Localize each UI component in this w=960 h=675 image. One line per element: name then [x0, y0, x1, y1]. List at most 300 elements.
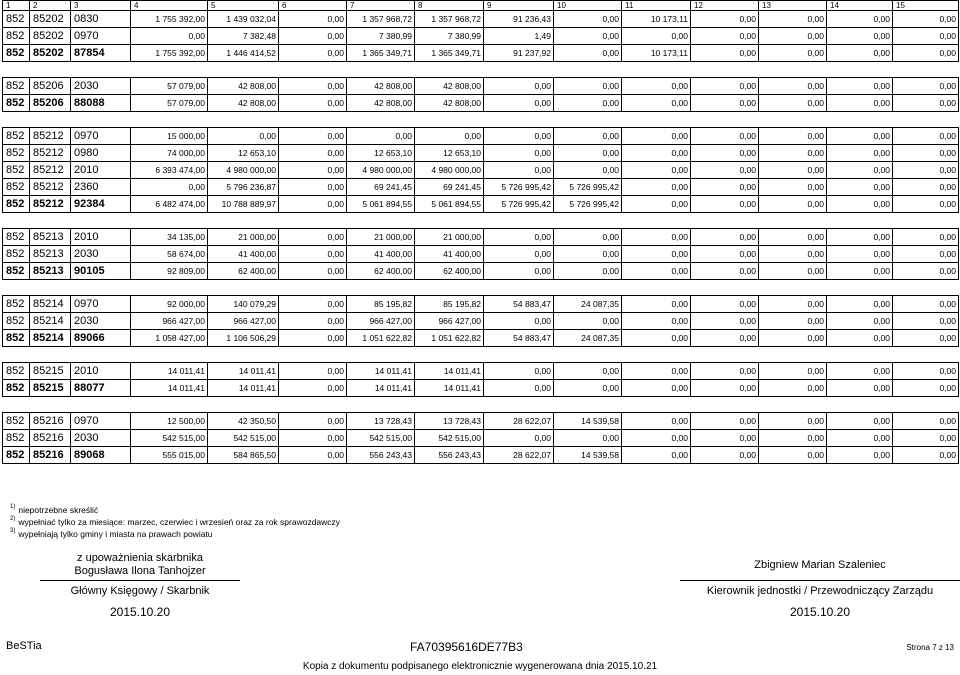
cell-col-4: 14 011,41	[131, 363, 208, 380]
cell-col-4: 6 393 474,00	[131, 162, 208, 179]
cell-col-2: 85213	[30, 246, 71, 263]
cell-col-1: 852	[3, 229, 30, 246]
cell-col-6: 0,00	[279, 413, 347, 430]
cell-col-6: 0,00	[279, 296, 347, 313]
column-number: 8	[415, 1, 484, 11]
cell-col-12: 0,00	[691, 447, 759, 464]
cell-col-15: 0,00	[893, 413, 959, 430]
cell-col-10: 0,00	[554, 162, 622, 179]
signature-right-role: Kierownik jednostki / Przewodniczący Zarządu	[706, 585, 934, 597]
cell-col-6: 0,00	[279, 229, 347, 246]
cell-col-10: 5 726 995,42	[554, 196, 622, 213]
cell-col-15: 0,00	[893, 363, 959, 380]
cell-col-14: 0,00	[827, 11, 893, 28]
cell-col-2: 85212	[30, 179, 71, 196]
app-name: BeSTia	[6, 640, 42, 652]
cell-col-14: 0,00	[827, 128, 893, 145]
cell-col-1: 852	[3, 45, 30, 62]
cell-col-14: 0,00	[827, 447, 893, 464]
cell-col-1: 852	[3, 145, 30, 162]
cell-col-8: 41 400,00	[415, 246, 484, 263]
cell-col-12: 0,00	[691, 430, 759, 447]
cell-col-7: 5 061 894,55	[347, 196, 415, 213]
cell-col-2: 85212	[30, 128, 71, 145]
cell-col-6: 0,00	[279, 430, 347, 447]
cell-col-11: 0,00	[622, 313, 691, 330]
cell-col-3: 87854	[71, 45, 131, 62]
cell-col-3: 2360	[71, 179, 131, 196]
group-spacer	[3, 280, 959, 296]
cell-col-6: 0,00	[279, 11, 347, 28]
cell-col-4: 966 427,00	[131, 313, 208, 330]
cell-col-2: 85214	[30, 330, 71, 347]
subtotal-row	[3, 330, 959, 347]
cell-col-9: 5 726 995,42	[484, 196, 554, 213]
cell-col-9: 0,00	[484, 95, 554, 112]
cell-col-11: 0,00	[622, 28, 691, 45]
cell-col-14: 0,00	[827, 296, 893, 313]
budget-table	[2, 0, 959, 464]
cell-col-5: 1 446 414,52	[208, 45, 279, 62]
cell-col-7: 14 011,41	[347, 380, 415, 397]
cell-col-4: 34 135,00	[131, 229, 208, 246]
spacer-cell	[3, 62, 959, 78]
cell-col-1: 852	[3, 447, 30, 464]
table-row	[3, 229, 959, 246]
cell-col-8: 4 980 000,00	[415, 162, 484, 179]
cell-col-12: 0,00	[691, 313, 759, 330]
cell-col-13: 0,00	[759, 179, 827, 196]
cell-col-11: 0,00	[622, 196, 691, 213]
cell-col-14: 0,00	[827, 263, 893, 280]
cell-col-14: 0,00	[827, 413, 893, 430]
cell-col-7: 42 808,00	[347, 95, 415, 112]
table-row	[3, 11, 959, 28]
subtotal-row	[3, 263, 959, 280]
cell-col-5: 14 011,41	[208, 363, 279, 380]
cell-col-5: 12 653,10	[208, 145, 279, 162]
cell-col-7: 69 241,45	[347, 179, 415, 196]
cell-col-9: 91 237,92	[484, 45, 554, 62]
cell-col-2: 85212	[30, 145, 71, 162]
signature-right-line	[680, 580, 960, 581]
group-spacer	[3, 213, 959, 229]
cell-col-15: 0,00	[893, 296, 959, 313]
cell-col-12: 0,00	[691, 330, 759, 347]
cell-col-2: 85202	[30, 11, 71, 28]
signature-left-line	[40, 580, 240, 581]
cell-col-4: 92 809,00	[131, 263, 208, 280]
cell-col-12: 0,00	[691, 179, 759, 196]
cell-col-13: 0,00	[759, 128, 827, 145]
table-row	[3, 413, 959, 430]
cell-col-10: 0,00	[554, 313, 622, 330]
subtotal-row	[3, 196, 959, 213]
cell-col-4: 1 755 392,00	[131, 11, 208, 28]
cell-col-13: 0,00	[759, 28, 827, 45]
cell-col-13: 0,00	[759, 229, 827, 246]
cell-col-9: 0,00	[484, 145, 554, 162]
spacer-cell	[3, 213, 959, 229]
cell-col-3: 88088	[71, 95, 131, 112]
cell-col-6: 0,00	[279, 128, 347, 145]
cell-col-4: 12 500,00	[131, 413, 208, 430]
cell-col-1: 852	[3, 363, 30, 380]
signature-left-name: Bogusława Ilona Tanhojzer	[74, 565, 206, 577]
signature-left-role-block	[40, 580, 240, 619]
cell-col-13: 0,00	[759, 447, 827, 464]
cell-col-11: 0,00	[622, 447, 691, 464]
cell-col-9: 28 622,07	[484, 447, 554, 464]
spacer-cell	[3, 347, 959, 363]
cell-col-5: 21 000,00	[208, 229, 279, 246]
cell-col-4: 6 482 474,00	[131, 196, 208, 213]
cell-col-8: 13 728,43	[415, 413, 484, 430]
cell-col-8: 542 515,00	[415, 430, 484, 447]
cell-col-9: 1,49	[484, 28, 554, 45]
cell-col-6: 0,00	[279, 196, 347, 213]
column-number: 12	[691, 1, 759, 11]
cell-col-13: 0,00	[759, 413, 827, 430]
subtotal-row	[3, 380, 959, 397]
column-number: 5	[208, 1, 279, 11]
cell-col-12: 0,00	[691, 162, 759, 179]
cell-col-12: 0,00	[691, 296, 759, 313]
cell-col-13: 0,00	[759, 263, 827, 280]
signature-right-name: Zbigniew Marian Szaleniec	[754, 559, 886, 571]
cell-col-3: 2030	[71, 313, 131, 330]
cell-col-6: 0,00	[279, 330, 347, 347]
cell-col-2: 85214	[30, 313, 71, 330]
cell-col-11: 0,00	[622, 430, 691, 447]
cell-col-10: 5 726 995,42	[554, 179, 622, 196]
cell-col-3: 2030	[71, 430, 131, 447]
spacer-cell	[3, 112, 959, 128]
cell-col-1: 852	[3, 246, 30, 263]
cell-col-7: 1 051 622,82	[347, 330, 415, 347]
cell-col-12: 0,00	[691, 380, 759, 397]
group-spacer	[3, 397, 959, 413]
cell-col-4: 58 674,00	[131, 246, 208, 263]
cell-col-6: 0,00	[279, 263, 347, 280]
cell-col-15: 0,00	[893, 246, 959, 263]
cell-col-6: 0,00	[279, 162, 347, 179]
signature-left-line1: z upoważnienia skarbnika	[77, 552, 203, 564]
document-code: FA70395616DE77B3	[410, 640, 523, 654]
cell-col-5: 0,00	[208, 128, 279, 145]
cell-col-10: 0,00	[554, 430, 622, 447]
cell-col-5: 1 439 032,04	[208, 11, 279, 28]
cell-col-8: 14 011,41	[415, 380, 484, 397]
cell-col-1: 852	[3, 296, 30, 313]
spacer-cell	[3, 397, 959, 413]
cell-col-15: 0,00	[893, 128, 959, 145]
signature-right-date: 2015.10.20	[789, 605, 851, 619]
cell-col-11: 0,00	[622, 413, 691, 430]
cell-col-15: 0,00	[893, 380, 959, 397]
cell-col-10: 0,00	[554, 145, 622, 162]
table-row	[3, 179, 959, 196]
cell-col-6: 0,00	[279, 313, 347, 330]
cell-col-4: 1 058 427,00	[131, 330, 208, 347]
subtotal-row	[3, 45, 959, 62]
cell-col-13: 0,00	[759, 78, 827, 95]
cell-col-8: 14 011,41	[415, 363, 484, 380]
cell-col-2: 85213	[30, 263, 71, 280]
cell-col-7: 21 000,00	[347, 229, 415, 246]
cell-col-14: 0,00	[827, 95, 893, 112]
cell-col-3: 2010	[71, 229, 131, 246]
cell-col-5: 42 808,00	[208, 95, 279, 112]
group-spacer	[3, 62, 959, 78]
cell-col-2: 85213	[30, 229, 71, 246]
cell-col-10: 24 087,35	[554, 330, 622, 347]
cell-col-3: 2030	[71, 246, 131, 263]
cell-col-5: 42 808,00	[208, 78, 279, 95]
cell-col-10: 14 539,58	[554, 447, 622, 464]
cell-col-12: 0,00	[691, 78, 759, 95]
cell-col-15: 0,00	[893, 162, 959, 179]
cell-col-3: 0970	[71, 296, 131, 313]
cell-col-14: 0,00	[827, 246, 893, 263]
cell-col-15: 0,00	[893, 330, 959, 347]
cell-col-8: 62 400,00	[415, 263, 484, 280]
cell-col-1: 852	[3, 28, 30, 45]
cell-col-15: 0,00	[893, 78, 959, 95]
cell-col-9: 0,00	[484, 162, 554, 179]
cell-col-14: 0,00	[827, 330, 893, 347]
cell-col-11: 0,00	[622, 179, 691, 196]
cell-col-15: 0,00	[893, 196, 959, 213]
cell-col-9: 0,00	[484, 380, 554, 397]
column-number: 11	[622, 1, 691, 11]
table-row	[3, 28, 959, 45]
cell-col-5: 7 382,48	[208, 28, 279, 45]
cell-col-4: 74 000,00	[131, 145, 208, 162]
cell-col-14: 0,00	[827, 162, 893, 179]
cell-col-7: 0,00	[347, 128, 415, 145]
cell-col-15: 0,00	[893, 145, 959, 162]
cell-col-6: 0,00	[279, 363, 347, 380]
cell-col-13: 0,00	[759, 246, 827, 263]
cell-col-8: 1 365 349,71	[415, 45, 484, 62]
cell-col-13: 0,00	[759, 11, 827, 28]
cell-col-10: 0,00	[554, 380, 622, 397]
cell-col-9: 0,00	[484, 263, 554, 280]
cell-col-6: 0,00	[279, 179, 347, 196]
cell-col-8: 966 427,00	[415, 313, 484, 330]
table-row	[3, 145, 959, 162]
copy-note: Kopia z dokumentu podpisanego elektronicznie wygenerowana dnia 2015.10.21	[302, 661, 658, 672]
cell-col-13: 0,00	[759, 313, 827, 330]
cell-col-2: 85214	[30, 296, 71, 313]
cell-col-6: 0,00	[279, 95, 347, 112]
cell-col-3: 0970	[71, 413, 131, 430]
cell-col-6: 0,00	[279, 246, 347, 263]
cell-col-7: 542 515,00	[347, 430, 415, 447]
signature-right-role-block	[680, 580, 960, 619]
cell-col-11: 0,00	[622, 363, 691, 380]
cell-col-7: 62 400,00	[347, 263, 415, 280]
table-row	[3, 363, 959, 380]
cell-col-12: 0,00	[691, 28, 759, 45]
cell-col-8: 7 380,99	[415, 28, 484, 45]
cell-col-15: 0,00	[893, 430, 959, 447]
cell-col-11: 0,00	[622, 263, 691, 280]
cell-col-7: 13 728,43	[347, 413, 415, 430]
cell-col-1: 852	[3, 95, 30, 112]
cell-col-1: 852	[3, 162, 30, 179]
cell-col-2: 85202	[30, 28, 71, 45]
cell-col-10: 0,00	[554, 11, 622, 28]
cell-col-5: 140 079,29	[208, 296, 279, 313]
cell-col-12: 0,00	[691, 196, 759, 213]
cell-col-7: 4 980 000,00	[347, 162, 415, 179]
column-number-row	[3, 1, 959, 11]
cell-col-2: 85216	[30, 447, 71, 464]
table-row	[3, 162, 959, 179]
cell-col-14: 0,00	[827, 78, 893, 95]
column-number: 3	[71, 1, 131, 11]
cell-col-3: 0970	[71, 28, 131, 45]
cell-col-9: 91 236,43	[484, 11, 554, 28]
cell-col-10: 0,00	[554, 363, 622, 380]
cell-col-5: 966 427,00	[208, 313, 279, 330]
cell-col-14: 0,00	[827, 229, 893, 246]
cell-col-4: 15 000,00	[131, 128, 208, 145]
column-number: 13	[759, 1, 827, 11]
cell-col-15: 0,00	[893, 28, 959, 45]
cell-col-10: 0,00	[554, 28, 622, 45]
cell-col-8: 12 653,10	[415, 145, 484, 162]
cell-col-5: 5 796 236,87	[208, 179, 279, 196]
cell-col-12: 0,00	[691, 45, 759, 62]
column-number: 14	[827, 1, 893, 11]
cell-col-9: 54 883,47	[484, 296, 554, 313]
cell-col-13: 0,00	[759, 196, 827, 213]
cell-col-8: 1 051 622,82	[415, 330, 484, 347]
cell-col-3: 92384	[71, 196, 131, 213]
cell-col-3: 0970	[71, 128, 131, 145]
table-row	[3, 128, 959, 145]
cell-col-13: 0,00	[759, 380, 827, 397]
cell-col-2: 85216	[30, 430, 71, 447]
cell-col-9: 0,00	[484, 246, 554, 263]
cell-col-12: 0,00	[691, 363, 759, 380]
cell-col-10: 0,00	[554, 128, 622, 145]
cell-col-7: 14 011,41	[347, 363, 415, 380]
cell-col-15: 0,00	[893, 229, 959, 246]
footnote-2: $^{2)}$ wypełniać tylko za miesiące: marzec, czerwiec i wrzesień oraz za rok sprawozdawczy	[10, 516, 341, 527]
cell-col-1: 852	[3, 330, 30, 347]
cell-col-2: 85215	[30, 363, 71, 380]
page-number: Strona 7 z 13	[906, 643, 954, 652]
cell-col-2: 85206	[30, 95, 71, 112]
cell-col-9: 28 622,07	[484, 413, 554, 430]
group-spacer	[3, 112, 959, 128]
cell-col-14: 0,00	[827, 28, 893, 45]
footnotes	[10, 504, 340, 540]
cell-col-2: 85202	[30, 45, 71, 62]
cell-col-8: 556 243,43	[415, 447, 484, 464]
cell-col-5: 10 788 889,97	[208, 196, 279, 213]
cell-col-5: 4 980 000,00	[208, 162, 279, 179]
cell-col-10: 0,00	[554, 78, 622, 95]
cell-col-14: 0,00	[827, 430, 893, 447]
cell-col-7: 1 365 349,71	[347, 45, 415, 62]
cell-col-8: 42 808,00	[415, 95, 484, 112]
group-spacer	[3, 347, 959, 363]
cell-col-10: 0,00	[554, 229, 622, 246]
cell-col-7: 556 243,43	[347, 447, 415, 464]
cell-col-3: 2010	[71, 363, 131, 380]
cell-col-14: 0,00	[827, 145, 893, 162]
cell-col-9: 0,00	[484, 430, 554, 447]
cell-col-13: 0,00	[759, 430, 827, 447]
cell-col-15: 0,00	[893, 447, 959, 464]
cell-col-1: 852	[3, 413, 30, 430]
column-number: 2	[30, 1, 71, 11]
cell-col-3: 88077	[71, 380, 131, 397]
cell-col-14: 0,00	[827, 313, 893, 330]
cell-col-11: 10 173,11	[622, 11, 691, 28]
cell-col-14: 0,00	[827, 363, 893, 380]
cell-col-8: 21 000,00	[415, 229, 484, 246]
cell-col-1: 852	[3, 196, 30, 213]
footnote-1: $^{1)}$ niepotrzebne skreślić	[10, 504, 99, 515]
cell-col-6: 0,00	[279, 380, 347, 397]
cell-col-4: 57 079,00	[131, 95, 208, 112]
cell-col-4: 555 015,00	[131, 447, 208, 464]
cell-col-2: 85206	[30, 78, 71, 95]
cell-col-11: 0,00	[622, 162, 691, 179]
cell-col-1: 852	[3, 430, 30, 447]
cell-col-6: 0,00	[279, 45, 347, 62]
cell-col-4: 542 515,00	[131, 430, 208, 447]
cell-col-5: 14 011,41	[208, 380, 279, 397]
cell-col-11: 0,00	[622, 296, 691, 313]
cell-col-13: 0,00	[759, 145, 827, 162]
cell-col-8: 42 808,00	[415, 78, 484, 95]
cell-col-4: 57 079,00	[131, 78, 208, 95]
column-number: 15	[893, 1, 959, 11]
column-number: 9	[484, 1, 554, 11]
cell-col-11: 0,00	[622, 145, 691, 162]
cell-col-6: 0,00	[279, 78, 347, 95]
cell-col-10: 24 087,35	[554, 296, 622, 313]
cell-col-1: 852	[3, 179, 30, 196]
cell-col-12: 0,00	[691, 95, 759, 112]
cell-col-7: 41 400,00	[347, 246, 415, 263]
cell-col-13: 0,00	[759, 363, 827, 380]
signature-right	[680, 559, 960, 571]
cell-col-11: 0,00	[622, 380, 691, 397]
cell-col-9: 0,00	[484, 78, 554, 95]
cell-col-6: 0,00	[279, 28, 347, 45]
cell-col-12: 0,00	[691, 263, 759, 280]
cell-col-11: 0,00	[622, 128, 691, 145]
column-number: 1	[3, 1, 30, 11]
cell-col-4: 1 755 392,00	[131, 45, 208, 62]
cell-col-8: 69 241,45	[415, 179, 484, 196]
cell-col-4: 0,00	[131, 179, 208, 196]
column-number: 4	[131, 1, 208, 11]
cell-col-8: 0,00	[415, 128, 484, 145]
cell-col-13: 0,00	[759, 330, 827, 347]
cell-col-13: 0,00	[759, 45, 827, 62]
cell-col-7: 966 427,00	[347, 313, 415, 330]
signature-left	[40, 552, 240, 577]
